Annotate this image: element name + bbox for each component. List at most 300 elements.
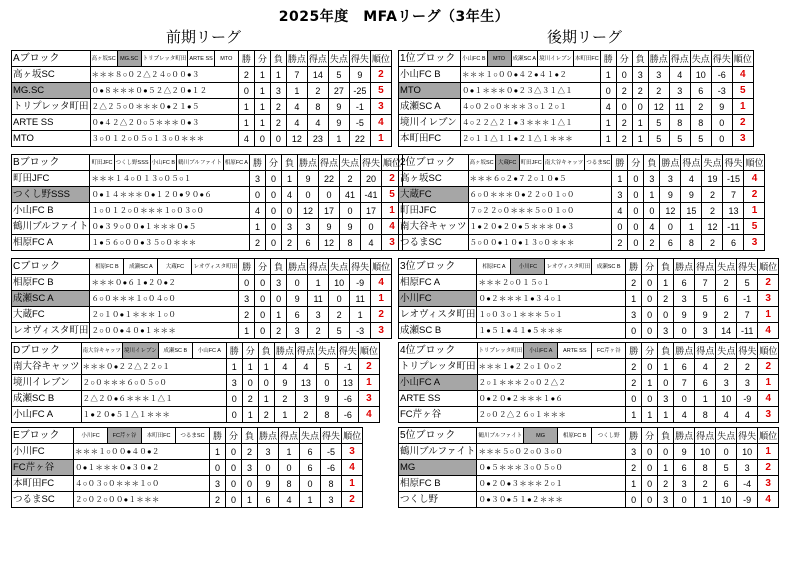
stat-cell: 0 <box>300 476 321 492</box>
stat-cell: 13 <box>295 375 316 391</box>
stat-header: 負 <box>632 51 648 67</box>
stat-cell: 0 <box>628 187 644 203</box>
table-row <box>399 99 754 115</box>
stat-cell: 9 <box>258 476 279 492</box>
stat-cell: 1 <box>632 115 648 131</box>
stat-header: 得失 <box>337 343 358 359</box>
match-results: ２○１＊＊＊２○０２△２ <box>477 375 626 391</box>
opponent-header: 大蔵FC <box>495 155 519 171</box>
stat-cell: 1 <box>658 407 674 423</box>
table-row <box>399 83 754 99</box>
stat-cell: 4 <box>286 99 307 115</box>
stat-cell: 0 <box>319 187 340 203</box>
rank-cell: 5 <box>370 83 391 99</box>
stat-cell: 1 <box>681 219 702 235</box>
stat-header: 失点 <box>716 259 737 275</box>
stat-cell: 0 <box>265 235 281 251</box>
opponent-header: 境川イレブン <box>538 51 574 67</box>
stat-cell: 0 <box>628 203 644 219</box>
stat-cell: -6 <box>337 407 358 423</box>
rank-cell: 4 <box>342 460 363 476</box>
stat-cell: 0 <box>642 444 658 460</box>
stat-cell: 6 <box>674 359 695 375</box>
header-row <box>12 343 380 359</box>
match-results: ２○１０●１＊＊＊１○０ <box>90 307 239 323</box>
opponent-header: 鶴川ブルファイト <box>177 155 224 171</box>
stat-cell: 2 <box>271 323 287 339</box>
match-results: ２△２５○０＊＊＊０●２１●５ <box>90 99 238 115</box>
stat-cell: 4 <box>695 359 716 375</box>
stat-header: 得点 <box>307 51 328 67</box>
stat-cell: 3 <box>612 187 628 203</box>
team-name: レオヴィスタ町田 <box>399 307 477 323</box>
opponent-header: 小山FC B <box>150 155 177 171</box>
stat-cell: 9 <box>287 291 308 307</box>
stat-cell: 5 <box>329 323 350 339</box>
opponent-header: 鶴川ブルファイト <box>477 428 524 444</box>
stat-cell: 2 <box>702 235 723 251</box>
stat-cell: 3 <box>658 492 674 508</box>
table-row <box>399 219 765 235</box>
stat-cell: 22 <box>349 131 370 147</box>
stat-cell: -11 <box>737 323 758 339</box>
stat-cell: 1 <box>226 359 242 375</box>
stat-cell: 0 <box>612 219 628 235</box>
stat-cell: 3 <box>632 67 648 83</box>
match-results: ６○０＊＊＊１○０４○０ <box>90 291 239 307</box>
table-row <box>12 67 392 83</box>
stat-cell: 0 <box>628 219 644 235</box>
stat-header: 勝 <box>600 51 616 67</box>
rank-cell: 2 <box>358 359 379 375</box>
stat-cell: 10 <box>716 391 737 407</box>
rank-cell: 4 <box>382 219 403 235</box>
stat-cell: 0 <box>628 171 644 187</box>
stat-cell: 0 <box>628 235 644 251</box>
stat-header: 勝 <box>612 155 628 171</box>
table-row <box>399 235 765 251</box>
team-name: MG.SC <box>12 83 91 99</box>
stat-cell: 0 <box>642 359 658 375</box>
stat-cell: 2 <box>249 235 265 251</box>
stat-cell: 2 <box>644 235 660 251</box>
opponent-header: トリプレッタ町田 <box>477 343 524 359</box>
match-results: ＊＊＊０●６１●２０●２ <box>90 275 239 291</box>
opponent-header: 大蔵FC <box>158 259 192 275</box>
stat-cell: 0 <box>226 460 242 476</box>
stat-cell: 0 <box>642 323 658 339</box>
team-name: トリプレッタ町田 <box>12 99 91 115</box>
stat-cell: 0 <box>226 407 242 423</box>
rank-cell: 3 <box>371 323 392 339</box>
table-row <box>399 187 765 203</box>
stat-cell: 0 <box>660 219 681 235</box>
match-results: ２○０２○００●１＊＊＊ <box>74 492 210 508</box>
opponent-header: つるまSC <box>176 428 210 444</box>
table-row <box>399 476 779 492</box>
table-row <box>12 219 403 235</box>
stat-cell: 0 <box>287 275 308 291</box>
stat-cell: 1 <box>254 83 270 99</box>
opponent-header: レオヴィスタ町田 <box>192 259 239 275</box>
stat-cell: 8 <box>681 235 702 251</box>
stat-header: 負 <box>271 259 287 275</box>
stat-header: 失点 <box>316 343 337 359</box>
block-label: 2位ブロック <box>399 155 469 171</box>
stat-cell: 5 <box>737 275 758 291</box>
stat-cell: 10 <box>737 444 758 460</box>
stat-cell: 0 <box>255 291 271 307</box>
stat-cell: 2 <box>281 235 297 251</box>
team-name: 境川イレブン <box>12 375 82 391</box>
rank-cell: 2 <box>758 275 779 291</box>
rank-cell: 1 <box>758 307 779 323</box>
stat-cell: 1 <box>242 407 258 423</box>
match-results: ４○０３○０＊＊＊１○０ <box>74 476 210 492</box>
stat-cell: 0 <box>238 83 254 99</box>
stat-header: 勝 <box>249 155 265 171</box>
opponent-header: MG.SC <box>117 51 141 67</box>
stat-header: 勝点 <box>674 428 695 444</box>
stat-cell: 1 <box>254 67 270 83</box>
stat-cell: 6 <box>695 375 716 391</box>
stat-cell: 0 <box>210 460 226 476</box>
stat-cell: -9 <box>737 492 758 508</box>
header-row <box>12 259 392 275</box>
stat-cell: 4 <box>274 359 295 375</box>
stat-cell: 1 <box>258 391 274 407</box>
stat-cell: 0 <box>249 187 265 203</box>
match-results: ＊＊＊６○２●７２○１０●５ <box>468 171 612 187</box>
stat-cell: -5 <box>349 115 370 131</box>
stat-cell: 0 <box>242 375 258 391</box>
rank-cell: 1 <box>371 291 392 307</box>
stat-header: 得失 <box>737 428 758 444</box>
stat-cell: 1 <box>249 219 265 235</box>
match-results: １●５１●４１●５＊＊＊ <box>477 323 626 339</box>
stat-header: 負 <box>658 259 674 275</box>
stat-cell: 1 <box>658 275 674 291</box>
stat-cell: -1 <box>349 99 370 115</box>
stat-cell: 2 <box>274 391 295 407</box>
stat-cell: 0 <box>642 275 658 291</box>
stat-header: 分 <box>642 428 658 444</box>
stat-cell: 3 <box>658 391 674 407</box>
stat-cell: 1 <box>281 171 297 187</box>
stat-cell: 0 <box>626 391 642 407</box>
stat-cell: 6 <box>674 275 695 291</box>
stat-cell: 3 <box>271 275 287 291</box>
team-name: 町田JFC <box>12 171 90 187</box>
match-results: ＊＊＊１○００●４０●２ <box>74 444 210 460</box>
stat-cell: 1 <box>270 67 286 83</box>
match-results: ２○００●４０●１＊＊＊ <box>90 323 239 339</box>
standings-table-fourth-place <box>398 342 779 423</box>
match-results: ６○０＊＊＊０●２２○０１○０ <box>468 187 612 203</box>
stat-cell: 3 <box>626 307 642 323</box>
stat-cell: 0 <box>281 203 297 219</box>
rank-cell: 1 <box>732 99 753 115</box>
opponent-header: 相原FC B <box>90 259 124 275</box>
table-row <box>399 307 779 323</box>
stat-header: 勝 <box>239 259 255 275</box>
stat-cell: 8 <box>695 407 716 423</box>
stat-header: 順位 <box>758 343 779 359</box>
standings-table-block-e <box>11 427 363 508</box>
table-row <box>12 307 392 323</box>
rank-cell: 1 <box>382 203 403 219</box>
stat-cell: 2 <box>612 235 628 251</box>
stat-cell: 1 <box>600 67 616 83</box>
opponent-header: ARTE SS <box>188 51 214 67</box>
stat-cell: 0 <box>658 307 674 323</box>
stat-cell: 12 <box>297 203 318 219</box>
stat-cell: 0 <box>255 307 271 323</box>
stat-cell: 0 <box>716 444 737 460</box>
stat-cell: 1 <box>242 359 258 375</box>
stat-cell: -1 <box>737 291 758 307</box>
stat-cell: 0 <box>642 460 658 476</box>
stat-header: 得失 <box>350 259 371 275</box>
stat-cell: 1 <box>642 375 658 391</box>
table-row <box>12 492 363 508</box>
stat-cell: 2 <box>616 83 632 99</box>
stat-header: 分 <box>628 155 644 171</box>
rank-cell: 2 <box>342 492 363 508</box>
stat-cell: 0 <box>239 275 255 291</box>
table-row <box>399 115 754 131</box>
opponent-header: MTO <box>487 51 511 67</box>
stat-header: 勝 <box>626 428 642 444</box>
opponent-header: レオヴィスタ町田 <box>545 259 592 275</box>
stat-cell: 4 <box>279 492 300 508</box>
match-results: ３○０１２○０５○１３○０＊＊＊ <box>90 131 238 147</box>
stat-cell: -11 <box>723 219 744 235</box>
stat-cell: 0 <box>658 375 674 391</box>
stat-cell: 3 <box>258 444 279 460</box>
stat-cell: 9 <box>711 99 732 115</box>
match-results: ２○１１△１１●２１△１＊＊＊ <box>461 131 601 147</box>
team-name: 大蔵FC <box>399 187 469 203</box>
stat-cell: 0 <box>242 476 258 492</box>
stat-cell: 12 <box>286 131 307 147</box>
team-name: 相原FC B <box>399 476 477 492</box>
opponent-header: 本町田FC <box>573 51 600 67</box>
stat-cell: 1 <box>286 83 307 99</box>
team-name: 小山FC B <box>12 203 90 219</box>
stat-cell: 3 <box>737 375 758 391</box>
stat-cell: -9 <box>737 391 758 407</box>
stat-cell: 2 <box>626 460 642 476</box>
stat-header: 順位 <box>370 51 391 67</box>
table-row <box>12 476 363 492</box>
match-results: ＊＊＊８○０２△２４○００●３ <box>90 67 238 83</box>
stat-cell: 2 <box>716 307 737 323</box>
stat-cell: 1 <box>632 131 648 147</box>
table-row <box>12 187 403 203</box>
opponent-header: 小川FC <box>74 428 108 444</box>
stat-cell: 0 <box>255 323 271 339</box>
opponent-header: 成瀬SC A <box>511 51 538 67</box>
match-results: ０●４２△２０○５＊＊＊０●３ <box>90 115 238 131</box>
stat-header: 順位 <box>371 259 392 275</box>
stat-cell: 4 <box>737 407 758 423</box>
stat-cell: 12 <box>660 203 681 219</box>
stat-header: 得点 <box>319 155 340 171</box>
stat-cell: 5 <box>648 131 669 147</box>
stat-cell: -41 <box>361 187 382 203</box>
match-results: １○０３○１＊＊＊５○１ <box>477 307 626 323</box>
table-row <box>12 235 403 251</box>
opponent-header: つくし野 <box>592 428 626 444</box>
stat-cell: 7 <box>723 187 744 203</box>
stat-cell: 4 <box>249 203 265 219</box>
block-label: 3位ブロック <box>399 259 477 275</box>
stat-cell: 4 <box>286 115 307 131</box>
stat-cell: 0 <box>626 492 642 508</box>
stat-cell: 4 <box>674 407 695 423</box>
team-name: 成瀬SC A <box>399 99 461 115</box>
stat-cell: 10 <box>690 67 711 83</box>
stat-cell: 1 <box>242 492 258 508</box>
team-name: ARTE SS <box>12 115 91 131</box>
table-row <box>12 391 380 407</box>
table-row <box>12 275 392 291</box>
stat-cell: 4 <box>669 67 690 83</box>
match-results: ２△２０●６＊＊＊１△１ <box>81 391 226 407</box>
stat-cell: 1 <box>238 115 254 131</box>
team-name: 成瀬SC B <box>12 391 82 407</box>
stat-cell: 0 <box>642 391 658 407</box>
stat-header: 分 <box>242 343 258 359</box>
table-row <box>399 131 754 147</box>
team-name: 鶴川ブルファイト <box>12 219 90 235</box>
standings-table-block-c <box>11 258 392 339</box>
team-name: 町田JFC <box>399 203 469 219</box>
stat-cell: 7 <box>695 275 716 291</box>
stat-header: 分 <box>642 259 658 275</box>
stat-cell: 0 <box>711 131 732 147</box>
stat-cell: 8 <box>316 407 337 423</box>
stat-header: 負 <box>258 343 274 359</box>
stat-cell: 1 <box>644 187 660 203</box>
stat-cell: 23 <box>307 131 328 147</box>
stat-cell: 10 <box>695 444 716 460</box>
stat-cell: 2 <box>238 67 254 83</box>
stat-cell: 0 <box>674 492 695 508</box>
stat-header: 負 <box>658 428 674 444</box>
stat-cell: 4 <box>644 219 660 235</box>
stat-cell: 8 <box>669 115 690 131</box>
stat-cell: 8 <box>279 476 300 492</box>
opponent-header: 相原FC B <box>558 428 592 444</box>
stat-cell: 41 <box>340 187 361 203</box>
stat-cell: 11 <box>308 291 329 307</box>
rank-cell: 1 <box>758 444 779 460</box>
stat-cell: -3 <box>711 83 732 99</box>
match-results: １○０１２○０＊＊＊１○０３○０ <box>90 203 250 219</box>
stat-cell: 2 <box>632 83 648 99</box>
opponent-header: MTO <box>214 51 238 67</box>
match-results: ５○００●１０●１３○０＊＊＊ <box>468 235 612 251</box>
stat-cell: 1 <box>210 444 226 460</box>
rank-cell: 1 <box>758 375 779 391</box>
stat-cell: 1 <box>258 359 274 375</box>
stat-cell: 2 <box>295 407 316 423</box>
table-row <box>399 203 765 219</box>
stat-header: 分 <box>226 428 242 444</box>
stat-header: 順位 <box>744 155 765 171</box>
stat-cell: 12 <box>648 99 669 115</box>
stat-cell: -25 <box>349 83 370 99</box>
rank-cell: 3 <box>758 476 779 492</box>
stat-cell: 17 <box>361 203 382 219</box>
match-results: １●２０●５１△１＊＊＊ <box>81 407 226 423</box>
stat-cell: 13 <box>723 203 744 219</box>
stat-cell: 1 <box>238 99 254 115</box>
stat-header: 勝 <box>626 259 642 275</box>
team-name: 成瀬SC A <box>12 291 90 307</box>
rank-cell: 1 <box>744 203 765 219</box>
stat-cell: 6 <box>300 444 321 460</box>
stat-cell: 0 <box>642 291 658 307</box>
team-name: 小川FC <box>12 444 74 460</box>
stat-cell: 1 <box>308 275 329 291</box>
stat-header: 失点 <box>300 428 321 444</box>
stat-header: 負 <box>658 343 674 359</box>
table-row <box>399 407 779 423</box>
stat-header: 失点 <box>328 51 349 67</box>
stat-cell: 3 <box>695 323 716 339</box>
opponent-header: FC芹ヶ谷 <box>592 343 626 359</box>
stat-cell: 2 <box>716 359 737 375</box>
stat-cell: 7 <box>674 375 695 391</box>
stat-header: 得点 <box>295 343 316 359</box>
stat-cell: 22 <box>319 171 340 187</box>
table-row <box>12 375 380 391</box>
stat-cell: 2 <box>258 407 274 423</box>
table-row <box>399 275 779 291</box>
opponent-header: FC芹ヶ谷 <box>108 428 142 444</box>
team-name: つくし野 <box>399 492 477 508</box>
team-name: 大蔵FC <box>12 307 90 323</box>
stat-header: 失点 <box>690 51 711 67</box>
stat-cell: 3 <box>249 171 265 187</box>
rank-cell: 5 <box>382 187 403 203</box>
stat-header: 勝点 <box>287 259 308 275</box>
opponent-header: 本町田FC <box>142 428 176 444</box>
header-row <box>399 343 779 359</box>
header-row <box>12 428 363 444</box>
rank-cell: 3 <box>758 407 779 423</box>
stat-cell: 0 <box>626 323 642 339</box>
team-name: 南大谷キャッツ <box>12 359 82 375</box>
rank-cell: 4 <box>744 171 765 187</box>
stat-header: 順位 <box>758 259 779 275</box>
stat-cell: 0 <box>297 187 318 203</box>
stat-cell: 3 <box>295 391 316 407</box>
team-name: 相原FC B <box>12 275 90 291</box>
stat-cell: 0 <box>616 67 632 83</box>
standings-table-third-place <box>398 258 779 339</box>
stat-cell: -15 <box>723 171 744 187</box>
stat-cell: 1 <box>328 131 349 147</box>
stat-cell: 14 <box>307 67 328 83</box>
table-row <box>12 359 380 375</box>
stat-cell: 19 <box>702 171 723 187</box>
opponent-header: 高ヶ坂SC <box>468 155 495 171</box>
stat-cell: 6 <box>297 235 318 251</box>
